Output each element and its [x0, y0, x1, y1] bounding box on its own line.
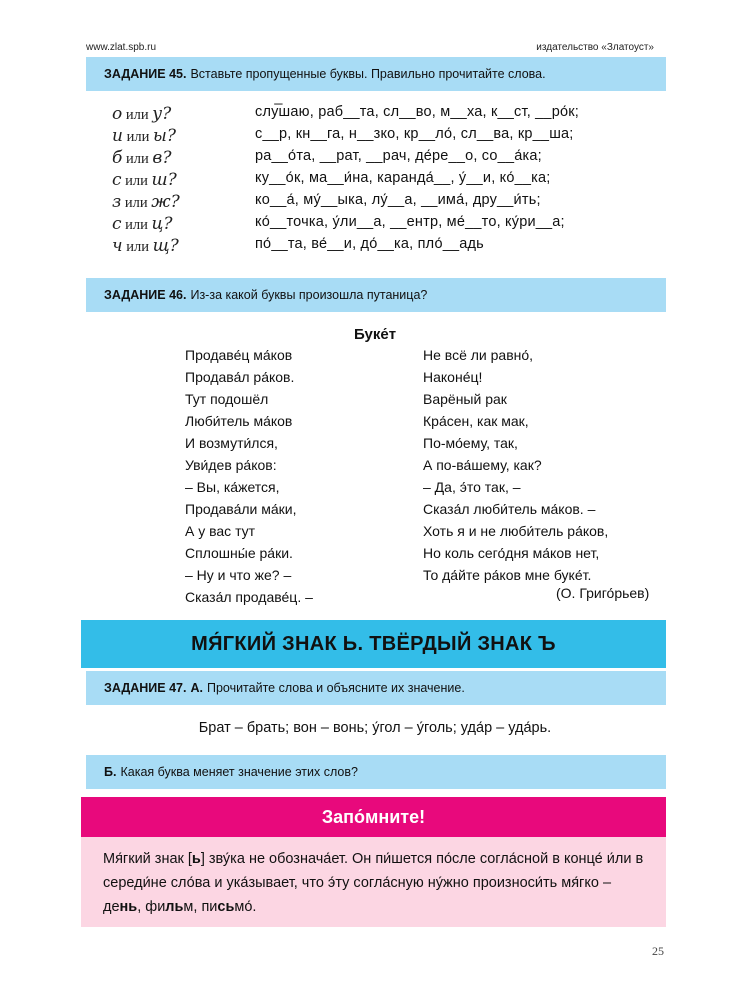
letter-hint: с или ц? — [112, 214, 173, 234]
task-47b-text: Какая буква меняет значение этих слов? — [120, 765, 358, 779]
poem-title: Буке́т — [353, 326, 397, 343]
gap-words: с__р, кн__га, н__зко, кр__ло́, сл__ва, кр__ша; — [255, 126, 574, 142]
gap-words: ко́__точка, у́ли__а, __ентр, ме́__то, ку́ри__а; — [255, 214, 565, 230]
task-47-text: Прочитайте слова и объясните их значение. — [206, 681, 465, 695]
rule-text-start: Мя́гкий знак [ — [103, 851, 192, 867]
example-text: м, пи — [183, 899, 218, 915]
page-number: 25 — [652, 944, 664, 958]
site-url: www.zlat.spb.ru — [86, 42, 157, 53]
task-47-label: ЗАДАНИЕ 47. — [104, 681, 187, 695]
task-45-row — [112, 104, 672, 126]
poem-author: (О. Григо́рьев) — [556, 585, 650, 601]
task-45-row — [112, 236, 672, 258]
letter-hint: б или в? — [112, 148, 172, 168]
publisher-name: издательство «Златоуст» — [536, 42, 654, 53]
task-45-bar — [86, 57, 666, 91]
task-47b-bar — [86, 755, 666, 789]
task-45-row — [112, 148, 672, 170]
task-45-row — [112, 214, 672, 236]
gap-words: ко__а́, му́__ыка, лу́__а, __има́, дру__и́ть; — [255, 192, 541, 208]
task-46-text: Из-за какой буквы произошла путаница? — [190, 288, 428, 302]
poem-left-column: Продаве́ц ма́ков Продава́л ра́ков. Тут подошёл Люби́тель ма́ков И возмути́лся, Уви́дев ра́ков: – Вы, ка́жется, Продава́ли ма́ки, А у вас тут Сплошны́е ра́ки. – Ну и что же? – Сказа́л продаве́ц. – — [185, 347, 313, 605]
example-ending: ль — [165, 899, 184, 915]
soft-sign: ь — [191, 851, 201, 867]
gap-words: по́__та, ве́__и, до́__ка, пло́__адь — [255, 236, 484, 252]
letter-hint: с или ш? — [112, 170, 177, 190]
task-45-label: ЗАДАНИЕ 45. — [104, 67, 187, 81]
example-ending: нь — [119, 899, 138, 915]
rule-text: ] зву́ка не обознача́ет. Он пи́шется по́сле согла́сной в конце́ и́ли в середи́не сло́ва и ука́зывает, что э́ту согла́сную ну́жно произноси́ть мя́гко – де — [103, 851, 644, 915]
example-text: , фи — [137, 899, 166, 915]
gap-words: слу̅шаю, раб__та, сл__во, м__ха, к__ст, __ро́к; — [255, 104, 579, 120]
chapter-title: МЯ́ГКИЙ ЗНАК Ь. ТВЁРДЫЙ ЗНАК Ъ — [81, 620, 666, 668]
rule-box — [81, 837, 666, 927]
task-45-rows — [112, 104, 672, 258]
letter-hint: и или ы? — [112, 126, 176, 146]
task-45-row — [112, 126, 672, 148]
letter-hint: ч или щ? — [112, 236, 179, 256]
task-46-bar — [86, 278, 666, 312]
example-text: мо́. — [234, 899, 257, 915]
gap-words: ку__о́к, ма__и́на, каранда́__, у́__и, ко́__ка; — [255, 170, 551, 186]
task-47-bar — [86, 671, 666, 705]
task-45-text: Вставьте пропущенные буквы. Правильно прочитайте слова. — [190, 67, 546, 81]
task-45-row — [112, 192, 672, 214]
letter-hint: з или ж? — [112, 192, 180, 212]
task-47-part-b: Б. — [104, 765, 117, 779]
task-45-row — [112, 170, 672, 192]
letter-hint: о или у? — [112, 104, 172, 124]
gap-words: ра__о́та, __рат, __рач, де́ре__о, со__а́ка; — [255, 148, 542, 164]
remember-banner: Запо́мните! — [81, 797, 666, 837]
task-47-part-a: А. — [190, 681, 203, 695]
example-ending: сь — [217, 899, 235, 915]
poem-right-column: Не всё ли равно́, Наконе́ц! Варёный рак Кра́сен, как мак, По-мо́ему, так, А по-ва́шему, как? – Да, э́то так, – Сказа́л люби́тель ма́ков. – Хоть я и не люби́тель ра́ков, Но коль сего́дня ма́ков нет, То да́йте ра́ков мне буке́т. — [423, 347, 609, 583]
task-46-label: ЗАДАНИЕ 46. — [104, 288, 187, 302]
word-pairs: Брат – брать; вон – вонь; у́гол – у́голь; уда́р – уда́рь. — [198, 720, 552, 736]
